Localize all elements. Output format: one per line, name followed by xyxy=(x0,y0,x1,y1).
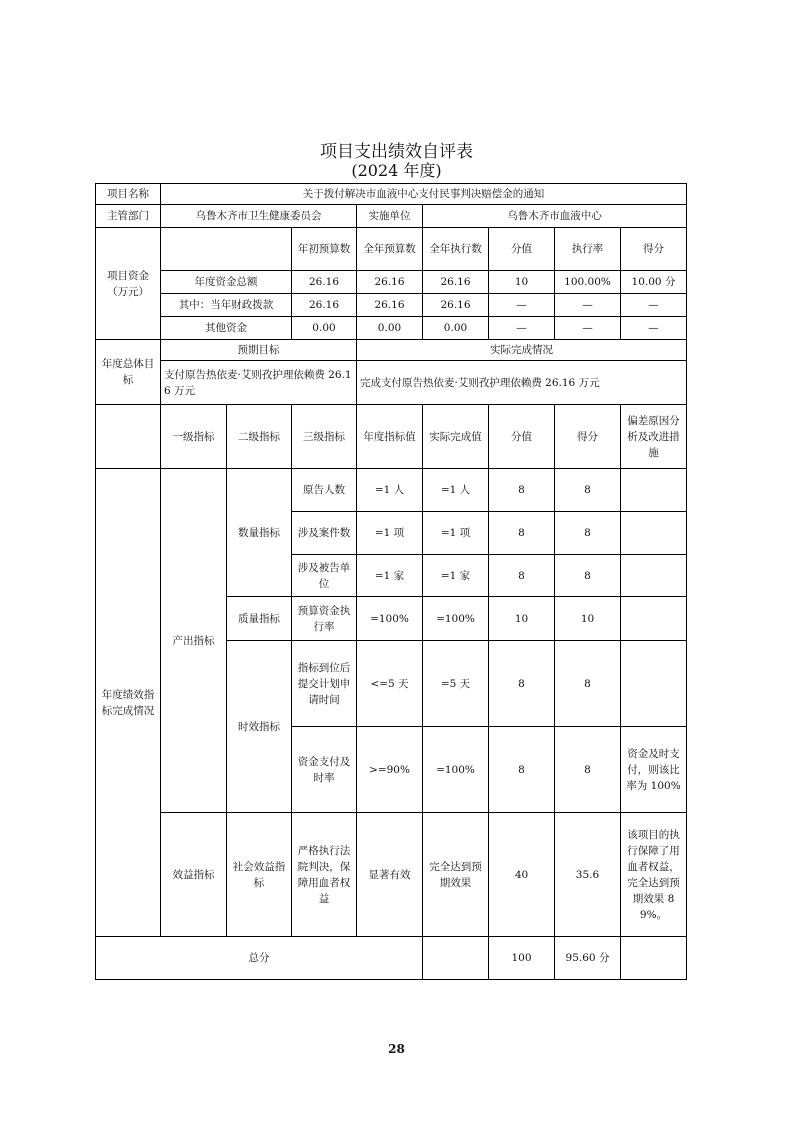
total-score-value: 100 xyxy=(489,937,555,980)
indicator-actual: =1 家 xyxy=(423,555,489,597)
row-goals-header xyxy=(96,340,687,361)
total-label: 总分 xyxy=(96,937,423,980)
unit-label: 实施单位 xyxy=(357,205,423,228)
department-value: 乌鲁木齐市卫生健康委员会 xyxy=(161,205,357,228)
funds-cell: — xyxy=(621,317,687,340)
goals-actual-label: 实际完成情况 xyxy=(357,340,687,361)
performance-table xyxy=(95,183,687,980)
indicator-level3: 资金支付及时率 xyxy=(292,727,357,813)
row-department xyxy=(96,205,687,228)
indicator-score-value: 40 xyxy=(489,813,555,937)
row-indicator-header xyxy=(96,405,687,469)
goals-expected-label: 预期目标 xyxy=(161,340,357,361)
row-funds-fiscal xyxy=(96,294,687,317)
goals-label: 年度总体目标 xyxy=(96,340,161,405)
funds-header-annual: 全年预算数 xyxy=(357,228,423,271)
total-score: 95.60 分 xyxy=(555,937,621,980)
indicator-header-target: 年度指标值 xyxy=(357,405,423,469)
funds-cell: 26.16 xyxy=(423,294,489,317)
project-name-label: 项目名称 xyxy=(96,184,161,205)
indicator-target: <=5 天 xyxy=(357,641,423,727)
funds-header-score: 得分 xyxy=(621,228,687,271)
page-number: 28 xyxy=(388,1042,405,1056)
indicator-header-level2: 二级指标 xyxy=(227,405,292,469)
row-funds-other xyxy=(96,317,687,340)
funds-cell: 26.16 xyxy=(423,271,489,294)
table-row xyxy=(96,813,687,937)
row-project-name xyxy=(96,184,687,205)
indicator-target: >=90% xyxy=(357,727,423,813)
funds-cell: — xyxy=(555,294,621,317)
funds-cell: 100.00% xyxy=(555,271,621,294)
indicator-level3: 预算资金执行率 xyxy=(292,597,357,641)
indicator-header-score-value: 分值 xyxy=(489,405,555,469)
indicator-level3: 指标到位后提交计划申请时间 xyxy=(292,641,357,727)
funds-label: 项目资金 （万元） xyxy=(96,228,161,340)
indicator-score: 8 xyxy=(555,555,621,597)
social-indicator-label: 社会效益指标 xyxy=(227,813,292,937)
indicator-header-actual: 实际完成值 xyxy=(423,405,489,469)
goals-expected-value: 支付原告热依麦·艾则孜护理依赖费 26.16 万元 xyxy=(161,361,357,405)
funds-cell: 0.00 xyxy=(292,317,357,340)
funds-cell: 0.00 xyxy=(423,317,489,340)
indicator-deviation: 该项目的执行保障了用血者权益，完全达到预期效果 89%。 xyxy=(621,813,687,937)
funds-cell: 10 xyxy=(489,271,555,294)
row-funds-total xyxy=(96,271,687,294)
funds-cell: 26.16 xyxy=(357,294,423,317)
indicator-score: 10 xyxy=(555,597,621,641)
total-blank xyxy=(423,937,489,980)
funds-row-label: 其中：当年财政拨款 xyxy=(161,294,292,317)
indicator-header-level3: 三级指标 xyxy=(292,405,357,469)
document-subtitle: (2024 年度) xyxy=(351,161,442,180)
row-total xyxy=(96,937,687,980)
indicator-deviation xyxy=(621,469,687,512)
table-row xyxy=(96,469,687,512)
indicator-score-value: 8 xyxy=(489,512,555,555)
funds-row-label: 其他资金 xyxy=(161,317,292,340)
indicator-level3: 严格执行法院判决，保障用血者权益 xyxy=(292,813,357,937)
effect-indicator-label: 效益指标 xyxy=(161,813,227,937)
indicator-actual: =1 项 xyxy=(423,512,489,555)
funds-cell: 26.16 xyxy=(357,271,423,294)
indicator-header-blank xyxy=(96,405,161,469)
funds-header-rate: 执行率 xyxy=(555,228,621,271)
timeliness-indicator-label: 时效指标 xyxy=(227,641,292,813)
indicator-actual: =5 天 xyxy=(423,641,489,727)
funds-cell: 26.16 xyxy=(292,271,357,294)
funds-header-executed: 全年执行数 xyxy=(423,228,489,271)
row-funds-header xyxy=(96,228,687,271)
indicator-score: 8 xyxy=(555,512,621,555)
indicator-score-value: 8 xyxy=(489,469,555,512)
indicator-score: 8 xyxy=(555,641,621,727)
indicator-header-deviation: 偏差原因分析及改进措施 xyxy=(621,405,687,469)
indicator-target: 显著有效 xyxy=(357,813,423,937)
total-deviation-blank xyxy=(621,937,687,980)
funds-header-initial: 年初预算数 xyxy=(292,228,357,271)
goals-actual-value: 完成支付原告热依麦·艾则孜护理依赖费 26.16 万元 xyxy=(357,361,687,405)
indicator-deviation xyxy=(621,597,687,641)
indicator-actual: =1 人 xyxy=(423,469,489,512)
indicator-header-score: 得分 xyxy=(555,405,621,469)
funds-cell: — xyxy=(489,294,555,317)
indicator-score-value: 8 xyxy=(489,641,555,727)
funds-cell: — xyxy=(489,317,555,340)
funds-cell: 10.00 分 xyxy=(621,271,687,294)
funds-cell: — xyxy=(621,294,687,317)
project-name-value: 关于拨付解决市血液中心支付民事判决赔偿金的通知 xyxy=(161,184,687,205)
indicator-level3: 涉及案件数 xyxy=(292,512,357,555)
indicator-deviation: 资金及时支付，则该比率为 100% xyxy=(621,727,687,813)
funds-header-score-value: 分值 xyxy=(489,228,555,271)
indicator-score: 35.6 xyxy=(555,813,621,937)
indicator-target: =100% xyxy=(357,597,423,641)
row-goals-content xyxy=(96,361,687,405)
unit-value: 乌鲁木齐市血液中心 xyxy=(423,205,687,228)
quantity-indicator-label: 数量指标 xyxy=(227,469,292,597)
indicator-actual: 完全达到预期效果 xyxy=(423,813,489,937)
document-title: 项目支出绩效自评表 xyxy=(320,142,473,162)
quality-indicator-label: 质量指标 xyxy=(227,597,292,641)
indicator-target: =1 项 xyxy=(357,512,423,555)
indicator-deviation xyxy=(621,641,687,727)
funds-cell: 0.00 xyxy=(357,317,423,340)
funds-header-blank xyxy=(161,228,292,271)
funds-cell: 26.16 xyxy=(292,294,357,317)
indicator-target: =1 家 xyxy=(357,555,423,597)
indicator-score-value: 10 xyxy=(489,597,555,641)
output-indicator-label: 产出指标 xyxy=(161,469,227,813)
funds-row-label: 年度资金总额 xyxy=(161,271,292,294)
funds-cell: — xyxy=(555,317,621,340)
indicator-header-level1: 一级指标 xyxy=(161,405,227,469)
indicator-score-value: 8 xyxy=(489,555,555,597)
indicator-score: 8 xyxy=(555,469,621,512)
indicator-deviation xyxy=(621,555,687,597)
indicator-target: =1 人 xyxy=(357,469,423,512)
indicator-actual: =100% xyxy=(423,597,489,641)
indicator-score-value: 8 xyxy=(489,727,555,813)
indicators-section-label: 年度绩效指标完成情况 xyxy=(96,469,161,937)
indicator-level3: 涉及被告单位 xyxy=(292,555,357,597)
indicator-level3: 原告人数 xyxy=(292,469,357,512)
indicator-deviation xyxy=(621,512,687,555)
department-label: 主管部门 xyxy=(96,205,161,228)
indicator-score: 8 xyxy=(555,727,621,813)
indicator-actual: =100% xyxy=(423,727,489,813)
